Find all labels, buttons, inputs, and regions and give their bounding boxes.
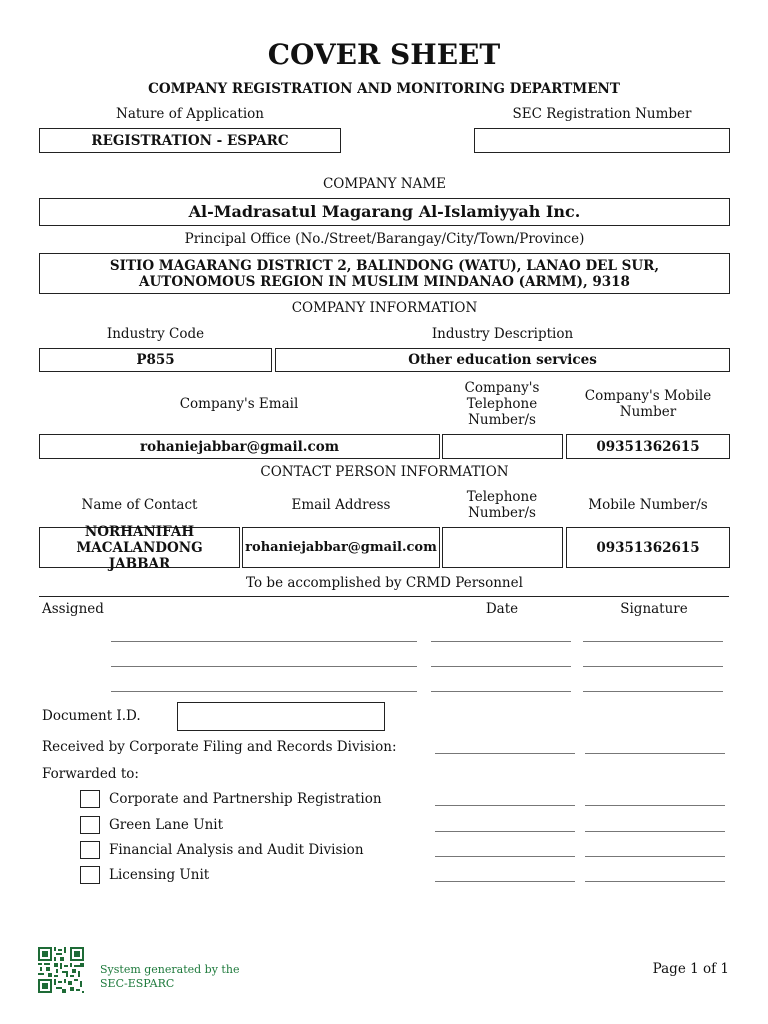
industry-description-field: Other education services [275, 348, 730, 372]
contact-mobile-field: 09351362615 [566, 527, 730, 568]
qr-code-icon [38, 947, 84, 993]
sec-registration-field[interactable] [474, 128, 730, 153]
company-name-field: Al-Madrasatul Magarang Al-Islamiyyah Inc. [39, 198, 730, 226]
company-mobile-field: 09351362615 [566, 434, 730, 459]
forwarded-to-label: Forwarded to: [42, 766, 139, 782]
contact-telephone-field [442, 527, 563, 568]
company-information-heading: COMPANY INFORMATION [291, 300, 478, 316]
assigned-label: Assigned [42, 601, 104, 617]
forward-signature-line[interactable] [585, 831, 725, 832]
nature-of-application-label: Nature of Application [116, 106, 264, 122]
company-mobile-label: Company's Mobile Number [584, 388, 712, 420]
page-number: Page 1 of 1 [652, 961, 729, 977]
contact-person-heading: CONTACT PERSON INFORMATION [260, 464, 509, 480]
forward-signature-line[interactable] [585, 881, 725, 882]
assigned-signature-line[interactable] [583, 666, 723, 667]
forward-option-label: Green Lane Unit [109, 817, 224, 833]
page-title: COVER SHEET [267, 38, 501, 71]
crmd-divider [39, 596, 729, 597]
nature-of-application-field: REGISTRATION - ESPARC [39, 128, 341, 153]
contact-email-label: Email Address [291, 497, 391, 513]
industry-code-label: Industry Code [106, 326, 205, 342]
forward-date-line[interactable] [435, 856, 575, 857]
industry-description-label: Industry Description [431, 326, 574, 342]
forward-date-line[interactable] [435, 881, 575, 882]
forward-checkbox[interactable] [80, 866, 100, 884]
forward-option-label: Financial Analysis and Audit Division [109, 842, 364, 858]
signature-label: Signature [620, 601, 688, 617]
company-name-label: COMPANY NAME [322, 176, 447, 192]
forward-checkbox[interactable] [80, 816, 100, 834]
principal-office-label: Principal Office (No./Street/Barangay/City/Town/Province) [184, 231, 585, 247]
assigned-line[interactable] [111, 666, 417, 667]
forward-signature-line[interactable] [585, 856, 725, 857]
forward-date-line[interactable] [435, 805, 575, 806]
received-date-line[interactable] [435, 753, 575, 754]
company-telephone-label: Company's Telephone Number/s [464, 380, 540, 428]
assigned-line[interactable] [111, 641, 417, 642]
crmd-heading: To be accomplished by CRMD Personnel [246, 575, 523, 591]
forward-signature-line[interactable] [585, 805, 725, 806]
document-id-label: Document I.D. [42, 708, 141, 724]
assigned-signature-line[interactable] [583, 691, 723, 692]
company-email-field: rohaniejabbar@gmail.com [39, 434, 440, 459]
received-by-label: Received by Corporate Filing and Records Division: [42, 739, 397, 755]
date-label: Date [485, 601, 519, 617]
system-generated-note [100, 963, 239, 991]
contact-name-label: Name of Contact [81, 497, 198, 513]
principal-office-field: SITIO MAGARANG DISTRICT 2, BALINDONG (WATU), LANAO DEL SUR, AUTONOMOUS REGION IN MUSLIM MINDANAO (ARMM), 9318 [39, 253, 730, 294]
received-signature-line[interactable] [585, 753, 725, 754]
forward-date-line[interactable] [435, 831, 575, 832]
assigned-signature-line[interactable] [583, 641, 723, 642]
forward-checkbox[interactable] [80, 790, 100, 808]
industry-code-field: P855 [39, 348, 272, 372]
assigned-date-line[interactable] [431, 666, 571, 667]
sec-registration-label: SEC Registration Number [512, 106, 692, 122]
assigned-line[interactable] [111, 691, 417, 692]
contact-telephone-label: Telephone Number/s [466, 489, 538, 521]
assigned-date-line[interactable] [431, 641, 571, 642]
assigned-date-line[interactable] [431, 691, 571, 692]
contact-name-field: NORHANIFAH MACALANDONG JABBAR [39, 527, 240, 568]
department-heading: COMPANY REGISTRATION AND MONITORING DEPARTMENT [148, 81, 620, 97]
forward-option-label: Licensing Unit [109, 867, 210, 883]
forward-checkbox[interactable] [80, 841, 100, 859]
document-id-field[interactable] [177, 702, 385, 731]
forward-option-label: Corporate and Partnership Registration [109, 791, 382, 807]
contact-mobile-label: Mobile Number/s [588, 497, 708, 513]
system-generated-line2: SEC-ESPARC [100, 977, 175, 990]
company-email-label: Company's Email [179, 396, 299, 412]
company-telephone-field [442, 434, 563, 459]
system-generated-line1: System generated by the [100, 963, 240, 976]
contact-email-field: rohaniejabbar@gmail.com [242, 527, 440, 568]
